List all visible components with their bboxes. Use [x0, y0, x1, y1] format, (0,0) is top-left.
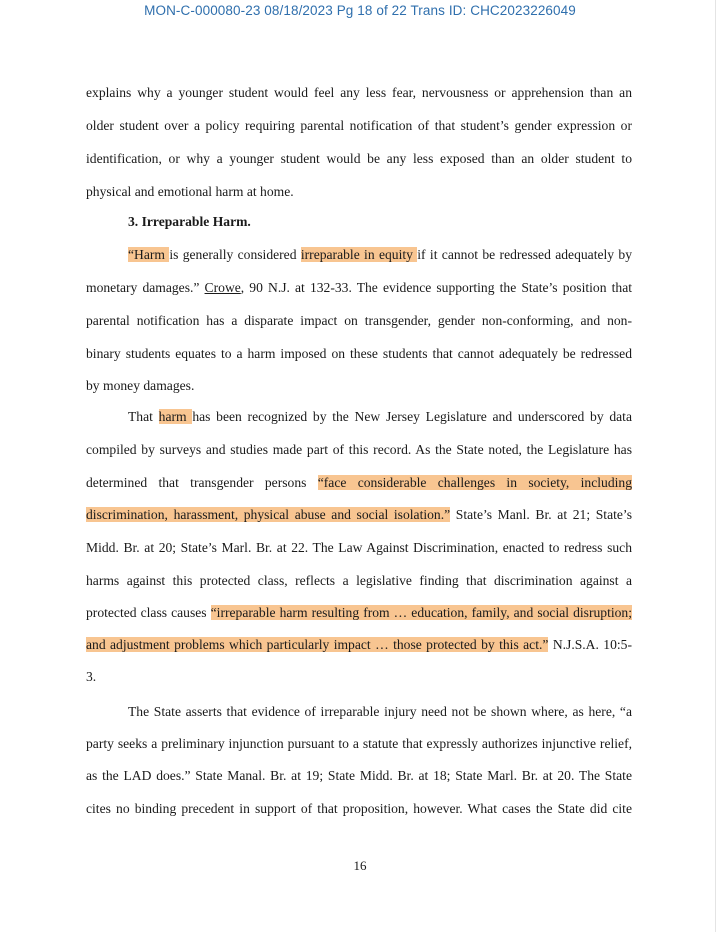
section-heading: 3. Irreparable Harm.	[128, 214, 251, 229]
highlight: “irreparable harm resulting from … education, family, and social disruption;	[210, 605, 632, 620]
highlight: “Harm	[128, 247, 170, 262]
highlight: and adjustment problems which particularly impact … those protected by this act.”	[86, 637, 549, 652]
document-header: MON-C-000080-23 08/18/2023 Pg 18 of 22 Trans ID: CHC2023226049	[144, 3, 576, 18]
paragraph-line: binary students equates to a harm imposed on these students that cannot adequately be redressed	[86, 346, 632, 361]
paragraph-line: physical and emotional harm at home.	[86, 184, 294, 199]
paragraph-line: older student over a policy requiring parental notification of that student’s gender expression or	[86, 118, 632, 133]
paragraph-line: compiled by surveys and studies made part of this record. As the State noted, the Legislature has	[86, 442, 632, 457]
paragraph-line: parental notification has a disparate impact on transgender, gender non-conforming, and non-	[86, 313, 632, 328]
paragraph-line: cites no binding precedent in support of that proposition, however. What cases the State did cite	[86, 801, 632, 816]
paragraph-line: 3.	[86, 669, 97, 684]
paragraph-line: discrimination, harassment, physical abuse and social isolation.” State’s Manl. Br. at 21; State’s	[86, 507, 632, 522]
paragraph-line: The State asserts that evidence of irreparable injury need not be shown where, as here, “a	[128, 704, 632, 719]
paragraph-line: identification, or why a younger student would be any less exposed than an older student to	[86, 151, 632, 166]
paragraph-line: monetary damages.” Crowe, 90 N.J. at 132-33. The evidence supporting the State’s position that	[86, 280, 632, 295]
highlight: “face considerable challenges in society, including	[317, 475, 632, 490]
paragraph-line: “Harm is generally considered irreparable in equity if it cannot be redressed adequately by	[128, 247, 633, 262]
highlight: harm	[158, 409, 193, 424]
paragraph-line: That harm has been recognized by the New Jersey Legislature and underscored by data	[128, 409, 632, 424]
case-citation: Crowe	[204, 280, 241, 295]
paragraph-line: by money damages.	[86, 378, 195, 393]
paragraph-line: and adjustment problems which particularly impact … those protected by this act.” N.J.S.A. 10:5-	[86, 637, 632, 652]
paragraph-line: determined that transgender persons “face considerable challenges in society, including	[86, 475, 632, 490]
highlight: discrimination, harassment, physical abuse and social isolation.”	[86, 507, 451, 522]
page-number: 16	[353, 858, 367, 873]
paragraph-line: Midd. Br. at 20; State’s Marl. Br. at 22. The Law Against Discrimination, enacted to redress such	[86, 540, 632, 555]
highlight: irreparable in equity	[300, 247, 418, 262]
paragraph-line: protected class causes “irreparable harm resulting from … education, family, and social disruption;	[86, 605, 632, 620]
paragraph-line: party seeks a preliminary injunction pursuant to a statute that expressly authorizes injunctive relief,	[86, 736, 632, 751]
paragraph-line: as the LAD does.” State Manal. Br. at 19; State Midd. Br. at 18; State Marl. Br. at 20. The State	[86, 768, 632, 783]
page-margin-line	[715, 0, 716, 932]
paragraph-line: harms against this protected class, reflects a legislative finding that discrimination against a	[86, 573, 632, 588]
paragraph-line: explains why a younger student would feel any less fear, nervousness or apprehension than an	[86, 85, 632, 100]
